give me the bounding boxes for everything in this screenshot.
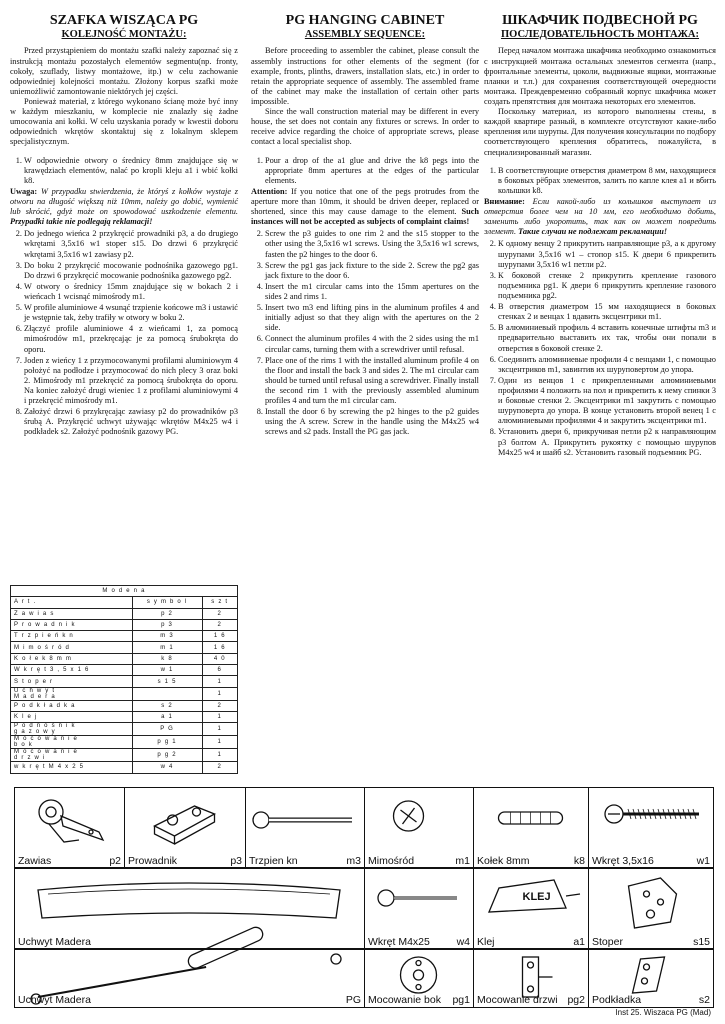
table-cell-qty: 1 6 <box>202 642 237 653</box>
table-cell-symbol: p 3 <box>132 619 202 630</box>
pl-warning-label: Uwaga: <box>10 186 38 196</box>
table-row <box>11 619 238 630</box>
part-panel-pg2 <box>473 948 589 1008</box>
ru-intro <box>484 46 716 157</box>
table-header-qty: s z t <box>202 597 237 608</box>
en-step-8: 8. Install the door 6 by screwing the p2 hinges to the p2 guides using the A screw. Screw in the handle using the M4x25 w4 screws and s2 pads. Install the PG gas jack. <box>265 407 479 437</box>
part-name: Klej <box>477 935 495 948</box>
english-column <box>251 14 479 439</box>
table-row <box>11 608 238 619</box>
table-cell-symbol: w 1 <box>132 665 202 676</box>
part-panel-w1 <box>588 787 714 869</box>
table-cell-art: w k r ę t M 4 x 2 5 <box>11 762 133 773</box>
table-cell-art: Z a w i a s <box>11 608 133 619</box>
part-code: w1 <box>696 854 710 867</box>
pl-step-5: 5. W profile aluminiowe 4 wsunąć trzpienie końcowe m3 i ustawić je wstępnie tak, żeby trafiły w otwory w boku 2. <box>24 303 238 323</box>
part-code: s2 <box>698 993 710 1006</box>
russian-column <box>484 14 716 459</box>
pl-step-3: 3. Do boku 2 przykręcić mocowanie podnośnika gazowego pg1. Do drzwi 6 przykręcić mocowanie podnośnika gazowego pg2. <box>24 261 238 281</box>
glue-icon <box>477 872 584 933</box>
table-cell-symbol: w 4 <box>132 762 202 773</box>
ru-step-3: 3. К боковой стенке 2 прикрутить крепление газового подъемника pg1. К двери 6 прикрутить крепление газового подъемника pg2. <box>498 271 716 301</box>
table-cell-symbol: k 8 <box>132 653 202 664</box>
en-warning <box>251 187 479 227</box>
table-cell-qty: 1 <box>202 676 237 687</box>
ru-step-2: 2. К одному венцу 2 прикрутить направляющие p3, а к другому шурупами 3,5x16 w1 – стопор s15. К двери 6 прикрепить шурупами 3,5x16 w1 петли p2. <box>498 239 716 269</box>
table-cell-qty: 4 0 <box>202 653 237 664</box>
table-cell-art: M o c o w a n i e b o k <box>11 736 133 749</box>
table-cell-art: S t o p e r <box>11 676 133 687</box>
part-panel-handle <box>14 867 365 950</box>
door-mount-icon <box>477 953 584 991</box>
table-cell-symbol: s 1 5 <box>132 676 202 687</box>
en-step-2: 2. Screw the p3 guides to one rim 2 and the s15 stopper to the other using the 3,5x16 w1 screws. Using the 3,5x16 w1 screws, fasten the p2 hinges to the door 6. <box>265 229 479 259</box>
ru-steps <box>484 166 716 196</box>
en-subtitle: ASSEMBLY SEQUENCE: <box>304 28 426 40</box>
table-cell-qty: 2 <box>202 762 237 773</box>
part-panel-s15 <box>588 867 714 950</box>
part-code: m1 <box>455 854 470 867</box>
stopper-icon <box>592 872 709 933</box>
part-name: Zawias <box>18 854 52 867</box>
table-cell-symbol: P G <box>132 723 202 736</box>
table-cell-symbol: m 3 <box>132 631 202 642</box>
part-panel-k8 <box>473 787 589 869</box>
table-cell-qty: 1 <box>202 736 237 749</box>
ru-step-7: 7. Один из венцов 1 с прикрепленными алюминиевыми профилями 4 положить на пол и прикрепить к нему спинки 3 и боковые стенки 2. Эксцентрики m1 закрутить с помощью шуруповерта до упора. В конце установить второй венец 1 с алюминиевыми профилями 4 и закрутить эксцентрики m1. <box>498 376 716 427</box>
table-cell-qty: 1 <box>202 749 237 762</box>
en-step-4: 4. Insert the m1 circular cams into the 15mm apertures on the sides 2 and rims 1. <box>265 282 479 302</box>
table-cell-qty: 2 <box>202 619 237 630</box>
en-intro-p1: Before proceeding to assembler the cabinet, please consult the assembly instructions for other elements of the segment (for example, fronts, plinths, drawers, installation slats, etc.) in order to retain the appropriate sequence of assembly. The assembled frame of the cabinet may make the installation of certain other parts impossible. <box>251 46 479 107</box>
part-panel-w4 <box>364 867 474 950</box>
pl-title: SZAFKA WISZĄCA PG <box>49 13 199 28</box>
part-name: Uchwyt Madera <box>18 993 91 1006</box>
table-cell-qty: 2 <box>202 700 237 711</box>
part-panel-a1 <box>473 867 589 950</box>
part-name: Kołek 8mm <box>477 854 530 867</box>
table-header-art: A r t . <box>11 597 133 608</box>
table-cell-art: P r o w a d n i k <box>11 619 133 630</box>
en-warning-bold: Such instances will not be accepted as subjects of complaint claims! <box>251 207 480 227</box>
part-name: Mocowanie drzwi <box>477 993 558 1006</box>
part-name: Mimośród <box>368 854 415 867</box>
table-cell-symbol: m 1 <box>132 642 202 653</box>
pl-subtitle: KOLEJNOŚĆ MONTAŻU: <box>61 28 187 40</box>
part-code: PG <box>345 993 361 1006</box>
part-panel-p2 <box>14 787 125 869</box>
table-row <box>11 749 238 762</box>
table-row <box>11 665 238 676</box>
part-code: a1 <box>573 935 585 948</box>
part-name: Stoper <box>592 935 623 948</box>
part-name: Trzpien kn <box>249 854 298 867</box>
part-panel-pg1 <box>364 948 474 1008</box>
part-code: w4 <box>456 935 470 948</box>
table-row <box>11 676 238 687</box>
parts-table <box>10 585 238 774</box>
table-row <box>11 631 238 642</box>
table-cell-art: M o c o w a n i e d r z w i <box>11 749 133 762</box>
part-code: p3 <box>230 854 242 867</box>
ru-step-6: 6. Соединить алюминиевые профили 4 с венцами 1, с помощью эксцентриков m1, завинтив их шуруповертом до упора. <box>498 355 716 375</box>
pl-warning-bold: Przypadki takie nie podlegają reklamacji! <box>10 217 153 227</box>
ru-warning <box>484 197 716 237</box>
glue-label: KLEJ <box>522 891 551 903</box>
table-row <box>11 762 238 773</box>
ru-intro-p1: Перед началом монтажа шкафчика необходимо ознакомиться с инструкцией монтажа остальных элементов сегмента (напр., фронтальные элементы, цоколи, выдвижные ящики, монтажные планки и т.п.) для сохранения соответствующей очередности монтажа. Преждевременно собранный корпус шкафчика может создать препятствия для монтажа некоторых его элементов. <box>484 46 716 107</box>
table-cell-art: T r z p i e ń k n <box>11 631 133 642</box>
part-name: Mocowanie bok <box>368 993 441 1006</box>
table-cell-art: P o d k ł a d k a <box>11 700 133 711</box>
part-panel-pg <box>14 948 365 1008</box>
table-cell-art: W k r ę t 3 , 5 x 1 6 <box>11 665 133 676</box>
cam-icon <box>368 792 469 852</box>
table-cell-symbol: s 2 <box>132 700 202 711</box>
table-row <box>11 653 238 664</box>
pl-steps <box>10 156 238 186</box>
en-intro <box>251 46 479 147</box>
en-warning-label: Attention: <box>251 186 288 196</box>
gas-lift-icon <box>18 953 360 991</box>
screw-icon <box>592 792 709 852</box>
en-step-1: 1. Pour a drop of the a1 glue and drive the k8 pegs into the appropriate 8mm apertures at the edges of the particular elements. <box>265 156 479 186</box>
table-row <box>11 711 238 722</box>
table-cell-art: U c h w y t M a d e r a <box>11 687 133 700</box>
ru-step-8: 8. Установить двери 6, прикручивая петли p2 к направляющим p3 болтом A. Прикрутить рукоятку с помощью шурупов M4x25 w4 и шайб s2. Установить газовый подъемник PG. <box>498 427 716 457</box>
table-row <box>11 700 238 711</box>
pin-icon <box>249 792 360 852</box>
table-cell-qty: 1 <box>202 723 237 736</box>
part-panel-p3 <box>124 787 246 869</box>
bolt-icon <box>368 872 469 933</box>
table-body <box>11 608 238 773</box>
pl-step-7: 7. Joden z wieńcy 1 z przymocowanymi profilami aluminiowym 4 położyć na podłodze i przymocować do nich plecy 3 oraz boki 2. Mimośrody m1 przekręcić za pomocą śrubokręta do oporu. Na koniec założyć drugi wieniec 1 z profilami aluminiowymi 4 i przekręcić mimośrody m1. <box>24 356 238 407</box>
ru-step-5: 5. В алюминиевый профиль 4 вставить конечные штифты m3 и предварительно выставить их так, чтобы они попали в отверстия в боковой стенке 2. <box>498 323 716 353</box>
ru-step-4: 4. В отверстия диаметром 15 мм находящиеся в боковых стенках 2 и венцах 1 вдавить эксцентрики m1. <box>498 302 716 322</box>
table-cell-symbol <box>132 687 202 700</box>
ru-warning-text: Если какой-либо из колышков выступает из отверстия более чем на 10 мм, его необходимо добить, заменить либо укоротить, так как он может повредить элемент. <box>484 197 716 237</box>
part-panel-m3 <box>245 787 365 869</box>
en-intro-p2: Since the wall construction material may be different in every house, the set does not contain any fixtures or screws. In order to receive advice regarding the choice of appropriate screws, please contact a local specialist shop. <box>251 107 479 147</box>
table-cell-qty: 6 <box>202 665 237 676</box>
part-code: pg1 <box>452 993 470 1006</box>
pl-intro-p1: Przed przystąpieniem do montażu szafki należy zapoznać się z instrukcją montażu pozostałych elementów segmentu(np. fronty, cokoły, szuflady, listwy montażowe, itp.) w celu zachowanie odpowiedniej kolejności montażu. Złożony korpus szafki może uniemożliwić zamontowanie niektórych jej części. <box>10 46 238 96</box>
pl-step-6: 6. Złączyć profile aluminiowe 4 z wieńcami 1, za pomocą mimośrodów m1, przekręcając je za pomocą śrubokręta do oporu. <box>24 324 238 354</box>
pl-warning <box>10 187 238 227</box>
part-panel-s2 <box>588 948 714 1008</box>
part-name: Prowadnik <box>128 854 178 867</box>
table-cell-qty: 1 <box>202 687 237 700</box>
table-cell-art: K l e j <box>11 711 133 722</box>
table-cell-symbol: a 1 <box>132 711 202 722</box>
ru-step-1: 1. В соответствующие отверстия диаметром 8 мм, находящиеся в боковых рёбрах элементов, залить по капле клея a1 и вбить колышки k8. <box>498 166 716 196</box>
part-name: Uchwyt Madera <box>18 935 91 948</box>
part-name: Podkładka <box>592 993 642 1006</box>
table-cell-art: K o ł e k 8 m m <box>11 653 133 664</box>
part-code: m3 <box>346 854 361 867</box>
hinge-icon <box>18 792 120 852</box>
ru-subtitle: ПОСЛЕДОВАТЕЛЬНОСТЬ МОНТАЖА: <box>500 28 700 40</box>
pl-step-1: 1. W odpowiednie otwory o średnicy 8mm znajdujące się w krawędziach elementów, nalać po kropli kleju a1 i wbić kołki k8. <box>24 156 238 186</box>
table-cell-art: P o d n o ś n i k g a z o w y <box>11 723 133 736</box>
en-step-7: 7. Place one of the rims 1 with the installed aluminum profile 4 on the floor and install the back 3 and sides 2. The m1 circular cam should be turned until refusal using a screwdriver. Finally install the second rim 1 with the previously assembled aluminum profiles 4 and turn the m1 circular cam. <box>265 356 479 407</box>
table-cell-art: M i m o ś r ó d <box>11 642 133 653</box>
en-steps <box>251 156 479 186</box>
polish-column <box>10 14 238 439</box>
part-code: k8 <box>573 854 585 867</box>
pl-steps-rest <box>10 229 238 437</box>
part-code: p2 <box>109 854 121 867</box>
pl-step-8: 8. Założyć drzwi 6 przykręcając zawiasy p2 do prowadników p3 śrubą A. Przykręcić uchwyt używając wkrętów M4x25 w4 i podkładek s2. Założyć podnośnik gazowy PG. <box>24 407 238 437</box>
en-step-5: 5. Insert two m3 end lifting pins in the aluminum profiles 4 and initially adjust so that they align with the apertures on the 2 side. <box>265 303 479 333</box>
ru-warning-label: Внимание: <box>484 197 525 207</box>
table-cell-symbol: p 2 <box>132 608 202 619</box>
part-name: Wkręt M4x25 <box>368 935 430 948</box>
table-cell-qty: 1 <box>202 711 237 722</box>
table-title: M o d e n a <box>11 586 238 597</box>
table-row <box>11 736 238 749</box>
part-panel-m1 <box>364 787 474 869</box>
table-cell-qty: 1 6 <box>202 631 237 642</box>
ru-title: ШКАФЧИК ПОДВЕСНОЙ PG <box>502 13 698 28</box>
part-name: Wkręt 3,5x16 <box>592 854 654 867</box>
ru-warning-bold: Такие случаи не подлежат рекламации! <box>518 227 668 237</box>
washer-icon <box>592 953 709 991</box>
en-title: PG HANGING CABINET <box>285 13 445 28</box>
table-row <box>11 723 238 736</box>
pl-step-4: 4. W otwory o średnicy 15mm znajdujące się w bokach 2 i wieńcach 1 wcisnąć mimośrody m1. <box>24 282 238 302</box>
table-cell-symbol: p g 1 <box>132 736 202 749</box>
ru-intro-p2: Поскольку материал, из которого выполнены стены, в каждой квартире разный, в комплекте отсутствуют какие-либо крепления или шурупы. Для получения консультации по подбору соответствующего крепления обратитесь, пожалуйста, в специализированный магазин. <box>484 107 716 157</box>
side-mount-icon <box>368 953 469 991</box>
table-header-symbol: s y m b o l <box>132 597 202 608</box>
table-cell-qty: 2 <box>202 608 237 619</box>
handle-icon <box>18 872 360 933</box>
en-steps-rest <box>251 229 479 437</box>
guide-icon <box>128 792 241 852</box>
table-row <box>11 687 238 700</box>
footer-code: Inst 25. Wiszaca PG (Mad) <box>615 1008 711 1017</box>
dowel-icon <box>477 792 584 852</box>
en-warning-text: If you notice that one of the pegs protrudes from the aperture more than 10mm, it should be driven deeper, replaced or shortened, since this may cause damage to the element. <box>251 186 480 217</box>
en-step-3: 3. Screw the pg1 gas jack fixture to the side 2. Screw the pg2 gas jack fixture to the door 6. <box>265 261 479 281</box>
pl-warning-text: W przypadku stwierdzenia, że któryś z kołków wystaje z otworu na długość większą niż 10mm, należy go dobić, wymienić lub skrócić, gdyż może on spowodować uszkodzenie elementu. <box>10 186 238 217</box>
table-cell-symbol: p g 2 <box>132 749 202 762</box>
part-code: pg2 <box>567 993 585 1006</box>
pl-intro <box>10 46 238 147</box>
pl-intro-p2: Ponieważ materiał, z którego wykonano ścianę może być inny w każdym mieszkaniu, w komplecie nie znalazły się żadne umocowania ani kołki. W celu uzyskania porady w kwestii doboru odpowiednich wkrętów skontaktuj się z lokalnym sklepem specjalistycznym. <box>10 97 238 147</box>
part-code: s15 <box>693 935 710 948</box>
en-step-6: 6. Connect the aluminum profiles 4 with the 2 sides using the m1 circular cams, turning them with a screwdriver until refusal. <box>265 334 479 354</box>
table-row <box>11 642 238 653</box>
ru-steps-rest <box>484 239 716 457</box>
pl-step-2: 2. Do jednego wieńca 2 przykręcić prowadniki p3, a do drugiego wkrętami 3,5x16 w1 stoper s15. Do drzwi 6 przykręcić wkrętami 3,5x16 w1 zawiasy p2. <box>24 229 238 259</box>
